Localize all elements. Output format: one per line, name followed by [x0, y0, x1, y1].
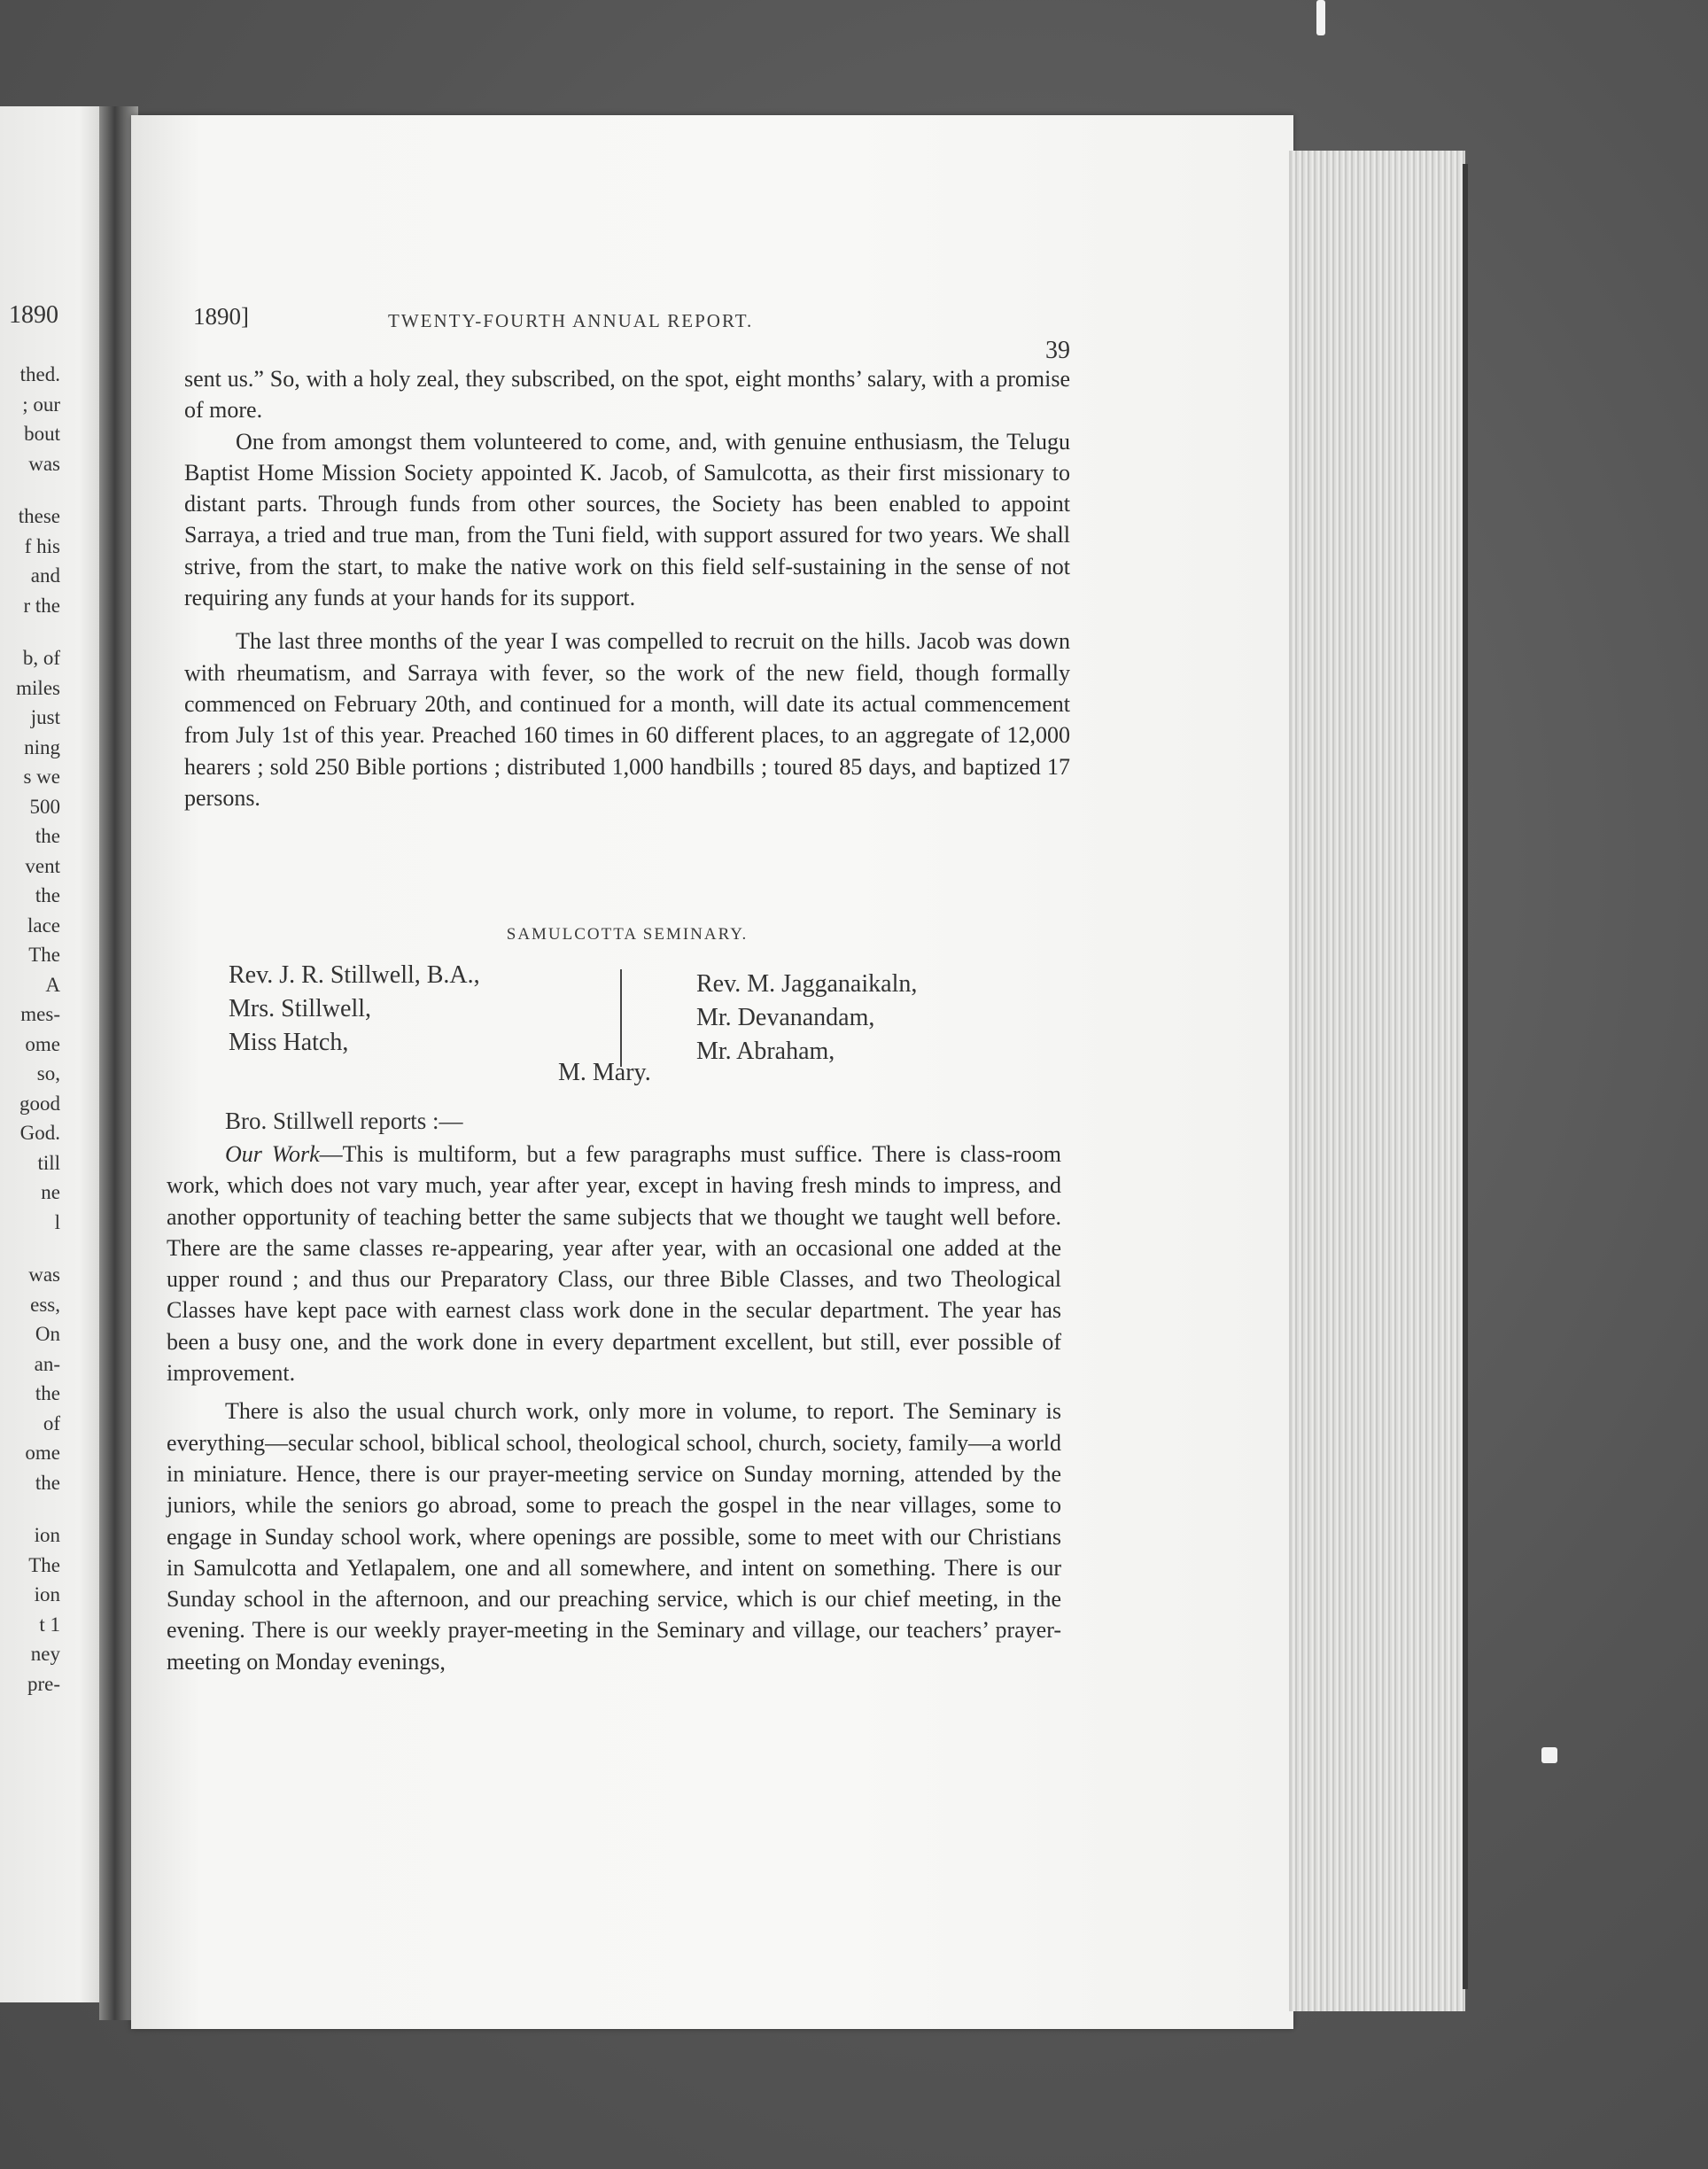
left-page-fragment: lace — [27, 913, 60, 937]
left-page-fragment: l — [54, 1210, 60, 1233]
left-page-fragment: just — [30, 706, 60, 728]
left-page-fragment: was — [28, 452, 60, 475]
staff-name: Rev. J. R. Stillwell, B.A., — [229, 961, 480, 989]
left-page-fragment: ion — [34, 1524, 60, 1546]
left-page-fragment: an- — [34, 1352, 60, 1375]
staff-divider — [620, 969, 622, 1067]
left-page-fragment: the — [35, 825, 60, 847]
left-page-fragment: b, of — [22, 647, 60, 669]
left-page-fragment: ne — [41, 1181, 60, 1203]
page-number: 39 — [1045, 337, 1070, 364]
left-page-fragment: so, — [36, 1062, 60, 1084]
staff-right-column — [696, 968, 917, 1069]
left-page-year: 1890 — [9, 301, 58, 329]
left-page-fragment: ney — [30, 1643, 60, 1665]
left-page-fragment: The — [28, 1553, 60, 1576]
left-page-fragment: On — [35, 1323, 60, 1345]
body-text-top — [184, 363, 1070, 813]
left-page-fragment: ome — [25, 1442, 60, 1464]
paragraph: There is also the usual church work, only more in volume, to report. The Seminary is everything—secular school, biblical school, theological school, church, society, family—a world in miniature. Hence, there is our prayer-meeting service on Sunday morning, attended by the juniors, while the seniors go abroad, some to preach the gospel in the near villages, some to engage in Sunday school work, where openings are possible, some to meet with our Christians in Samulcotta and Yetlapalem, one and all somewhere, and intent on something. There is our Sunday school in the afternoon, and our preaching service, which is our chief meeting, in the evening. There is our weekly prayer-meeting in the Seminary and village, our teachers’ prayer-meeting on Monday evenings, — [167, 1398, 1061, 1675]
left-page-fragment: ess, — [30, 1293, 60, 1316]
left-page-fragment: and — [30, 564, 60, 587]
left-page-fragment: bout — [24, 423, 60, 445]
staff-name: Rev. M. Jagganaikaln, — [696, 970, 918, 998]
left-page-fragment: was — [28, 1263, 60, 1286]
left-page-fragment: ome — [25, 1032, 60, 1055]
paragraph: The last three months of the year I was compelled to recruit on the hills. Jacob was down with rheumatism, and Sarraya with fever, so the work of the new field, though formally commenced on February 20th, and continued for a month, will date its actual commencement from July 1st of this year. Preached 160 times in 60 different places, to an aggregate of 12,000 hearers ; sold 250 Bible portions ; distributed 1,000 handbills ; toured 85 days, and baptized 17 persons. — [184, 628, 1070, 811]
left-page-fragment: till — [37, 1151, 60, 1174]
left-page-fragment: pre- — [27, 1672, 60, 1695]
header-year: 1890] — [193, 303, 249, 330]
left-page-fragment: A — [45, 973, 60, 996]
left-page-fragment: good — [19, 1092, 60, 1115]
left-page-fragment: vent — [25, 854, 60, 877]
left-page-fragment: ; our — [22, 393, 60, 416]
staff-name: Mr. Devanandam, — [696, 1004, 875, 1031]
left-page-fragment: the — [35, 1382, 60, 1404]
left-page-fragment: God. — [19, 1122, 60, 1144]
left-page-fragment: miles — [16, 676, 60, 699]
left-page-fragment: s we — [23, 766, 60, 788]
report-intro: Bro. Stillwell reports :— — [225, 1108, 463, 1134]
left-page-fragment: 500 — [29, 795, 60, 818]
left-page-fragment: the — [35, 884, 60, 906]
left-page-fragment: r the — [23, 594, 60, 617]
staff-name: M. Mary. — [558, 1059, 651, 1086]
left-page-fragment: ion — [34, 1583, 60, 1605]
section-heading: SAMULCOTTA SEMINARY. — [506, 925, 749, 944]
left-page-fragment: these — [18, 505, 60, 527]
left-page-fragment: ning — [24, 735, 60, 758]
left-page-fragment: of — [43, 1411, 60, 1434]
left-page-fragment: the — [35, 1471, 60, 1494]
body-text-report — [167, 1139, 1061, 1677]
staff-name: Mr. Abraham, — [696, 1038, 835, 1065]
left-page-fragment: mes- — [20, 1003, 60, 1025]
paragraph: One from amongst them volunteered to come, and, with genuine enthusiasm, the Telugu Baptist Home Mission Society appointed K. Jacob, of Samulcotta, as their first missionary to distant parts. Through funds from other sources, the Society has been enabled to appoint Sarraya, a tried and true man, from the Tuni field, with support assured for two years. We shall strive, from the start, to make the native work on this field self-sustaining in the sense of not requiring any funds at your hands for its support. — [184, 428, 1070, 611]
paragraph — [167, 1139, 1061, 1388]
staff-name: Miss Hatch, — [229, 1029, 349, 1056]
staff-left-column — [229, 959, 480, 1060]
staff-name: Mrs. Stillwell, — [229, 995, 372, 1022]
left-page-fragment: t 1 — [39, 1613, 60, 1636]
header-title: TWENTY-FOURTH ANNUAL REPORT. — [388, 310, 754, 331]
italic-lead: Our Work — [225, 1141, 320, 1167]
paragraph: sent us.” So, with a holy zeal, they subscribed, on the spot, eight months’ salary, with a promise of more. — [184, 366, 1070, 424]
left-page-fragment: f his — [24, 534, 60, 557]
left-page-fragment: thed. — [19, 363, 60, 385]
paragraph-text: —This is multiform, but a few paragraphs must suffice. There is class-room work, which does not vary much, year after year, except in having fresh minds to impress, and another opportunity of teaching better the same subjects that we thought we taught well before. There are the same classes re-appearing, year after year, with an occasional one added at the upper round ; and thus our Preparatory Class, our three Bible Classes, and two Theological Classes have kept pace with earnest class work done in the secular department. The year has been a busy one, and the work done in every department excellent, but still, ever possible of improvement. — [167, 1141, 1061, 1387]
staff-listing — [229, 959, 1026, 1092]
left-page-fragment: The — [28, 944, 60, 966]
